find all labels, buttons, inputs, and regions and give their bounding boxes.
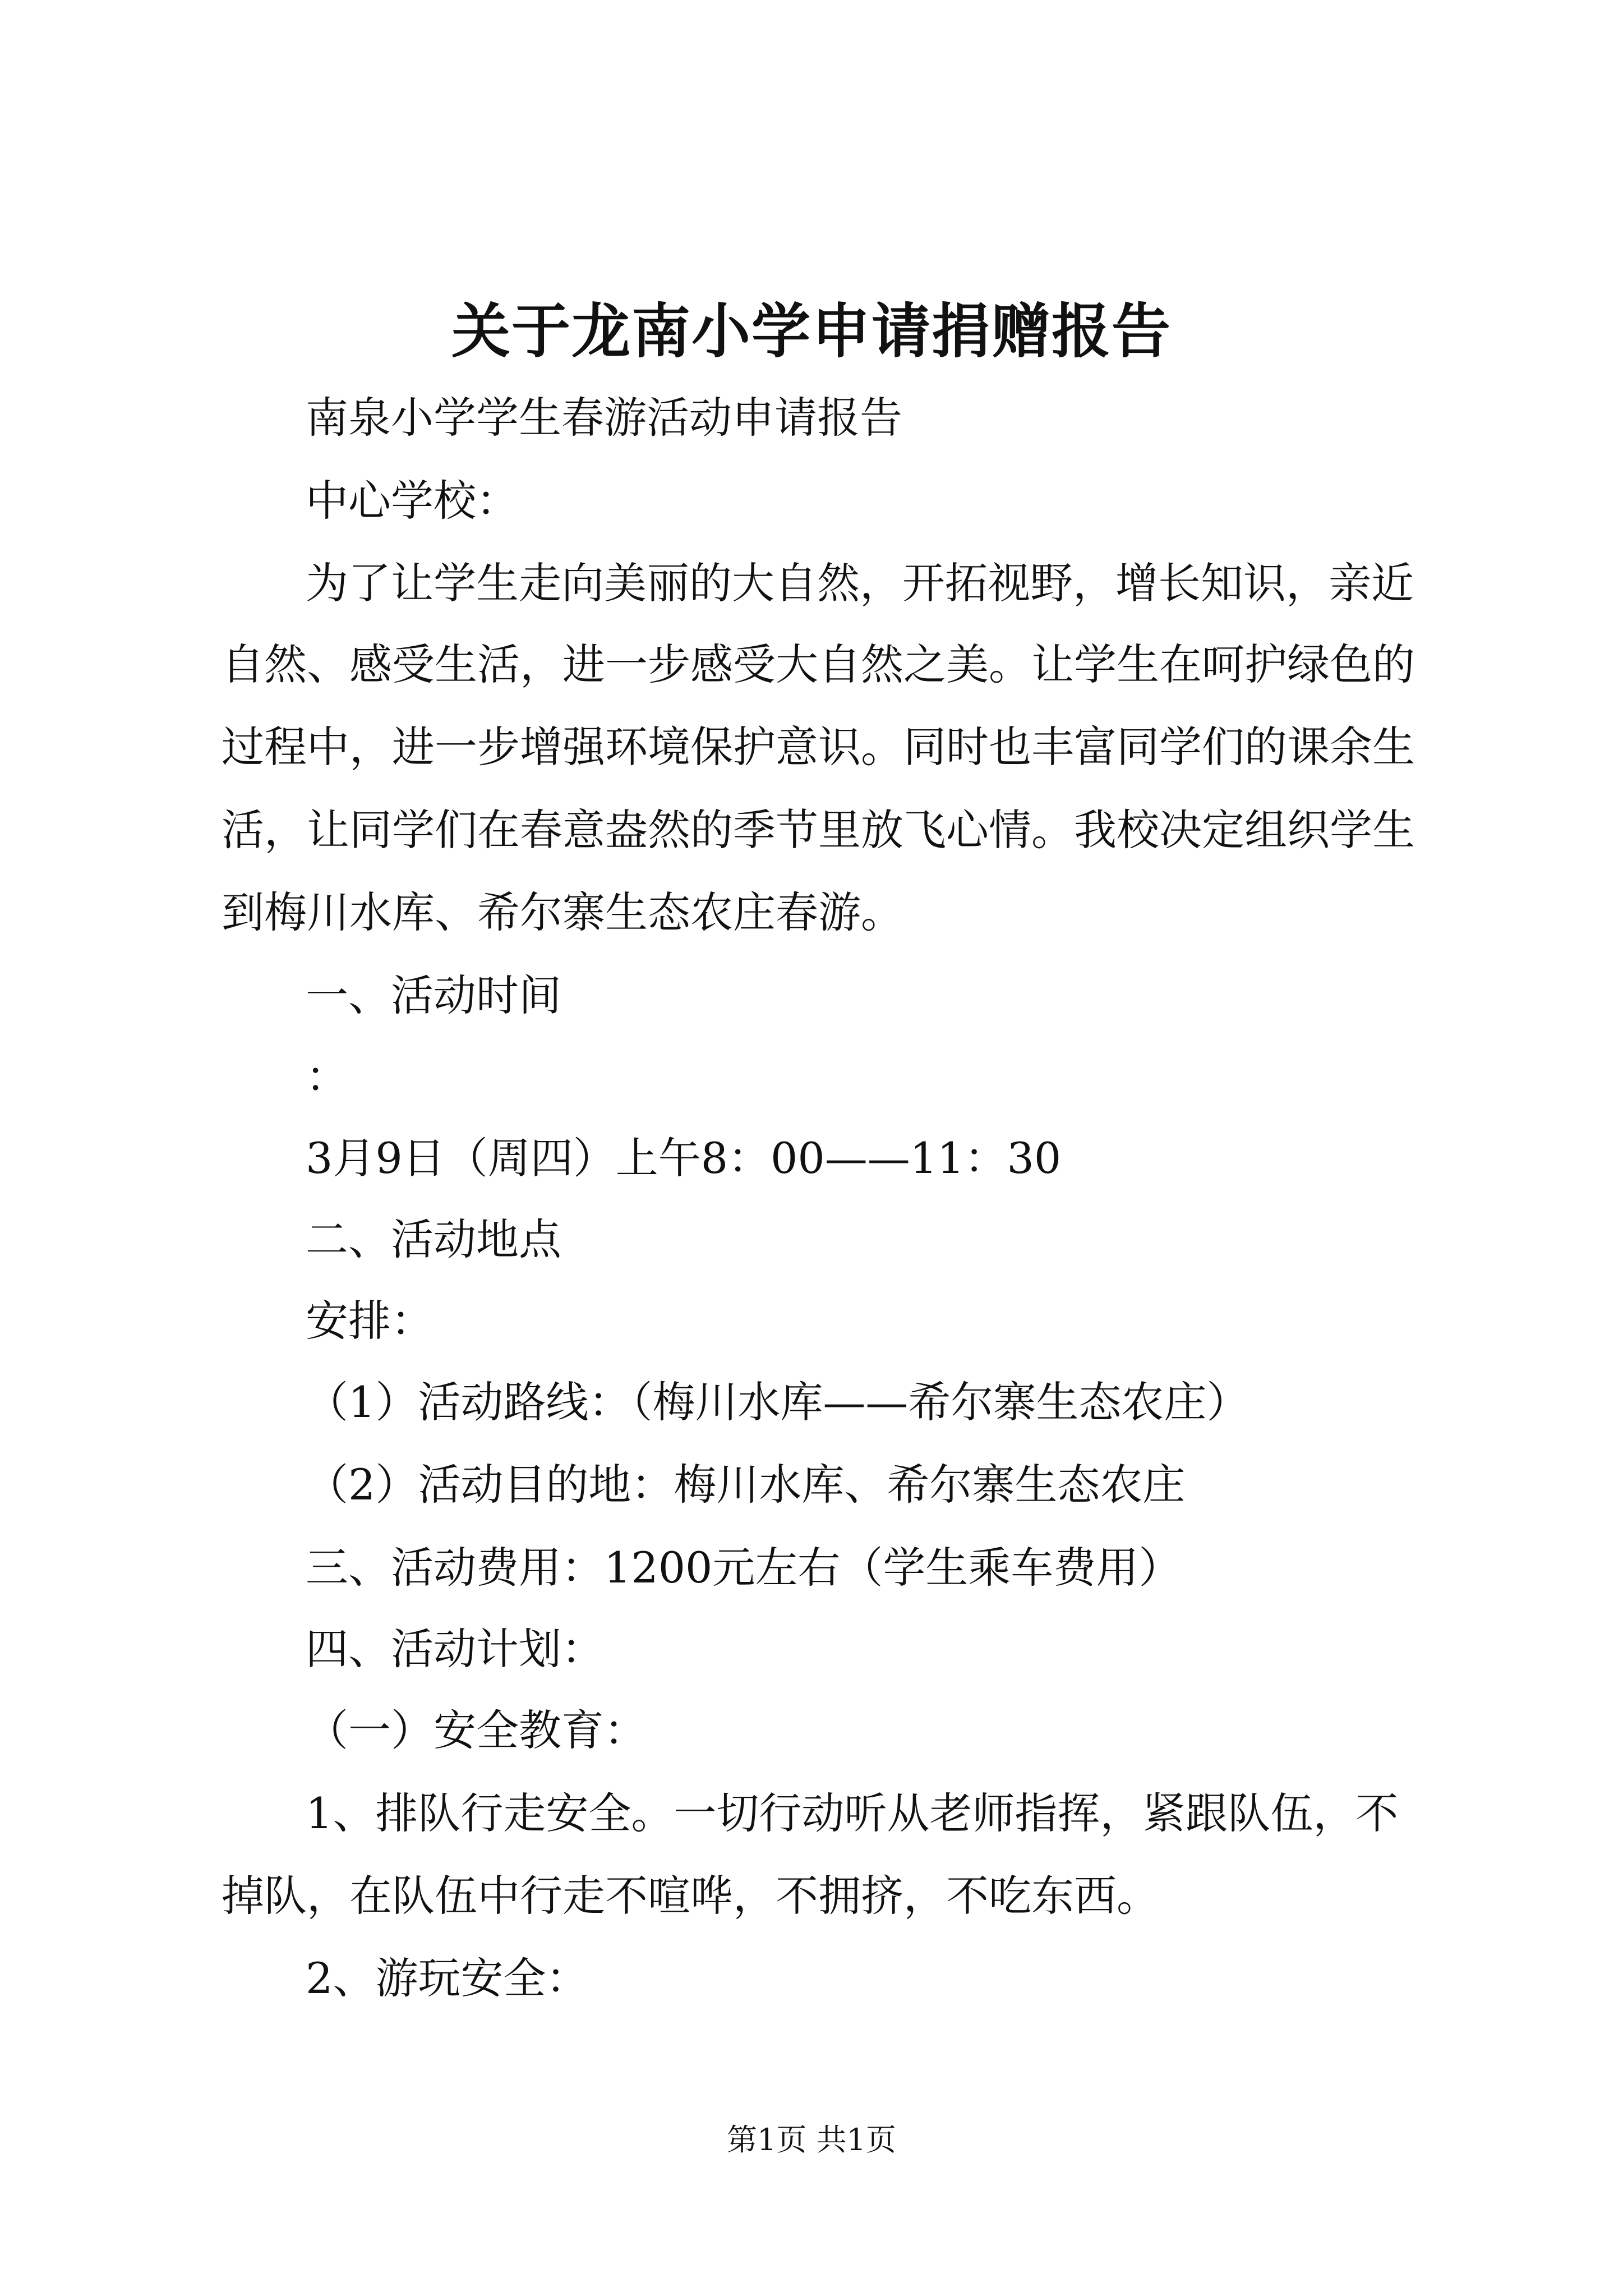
body-line: 安排： — [306, 1296, 434, 1346]
body-line: 活，让同学们在春意盎然的季节里放飞心情。我校决定组织学生 — [222, 805, 1415, 855]
salutation-line: 中心学校： — [306, 476, 519, 526]
document-title: 关于龙南小学申请捐赠报告 — [451, 296, 1172, 366]
subsection-heading-safety: （一）安全教育： — [306, 1705, 647, 1755]
body-line: 1、排队行走安全。一切行动听从老师指挥，紧跟队伍，不 — [306, 1788, 1399, 1838]
destination-line: （2）活动目的地：梅川水库、希尔寨生态农庄 — [306, 1460, 1186, 1510]
time-detail-line: 3月9日（周四）上午8：00——11：30 — [306, 1133, 1062, 1183]
body-line: 到梅川水库、希尔寨生态农庄春游。 — [222, 887, 903, 937]
section-heading-location: 二、活动地点 — [306, 1214, 561, 1264]
page-footer: 第1页 共1页 — [727, 2122, 896, 2157]
body-line: 过程中，进一步增强环境保护意识。同时也丰富同学们的课余生 — [222, 722, 1415, 772]
subtitle-line: 南泉小学学生春游活动申请报告 — [306, 393, 902, 443]
body-line: 为了让学生走向美丽的大自然，开拓视野，增长知识，亲近 — [306, 558, 1414, 608]
body-line: 2、游玩安全： — [306, 1953, 589, 2003]
route-line: （1）活动路线：（梅川水库——希尔寨生态农庄） — [306, 1377, 1249, 1427]
section-heading-plan: 四、活动计划： — [306, 1624, 604, 1674]
section-heading-cost: 三、活动费用：1200元左右（学生乘车费用） — [306, 1543, 1182, 1593]
body-line: 掉队，在队伍中行走不喧哗，不拥挤，不吃东西。 — [222, 1871, 1159, 1921]
section-heading-time: 一、活动时间 — [306, 970, 561, 1020]
body-line: 自然、感受生活，进一步感受大自然之美。让学生在呵护绿色的 — [222, 639, 1415, 689]
body-line: ： — [306, 1052, 348, 1102]
